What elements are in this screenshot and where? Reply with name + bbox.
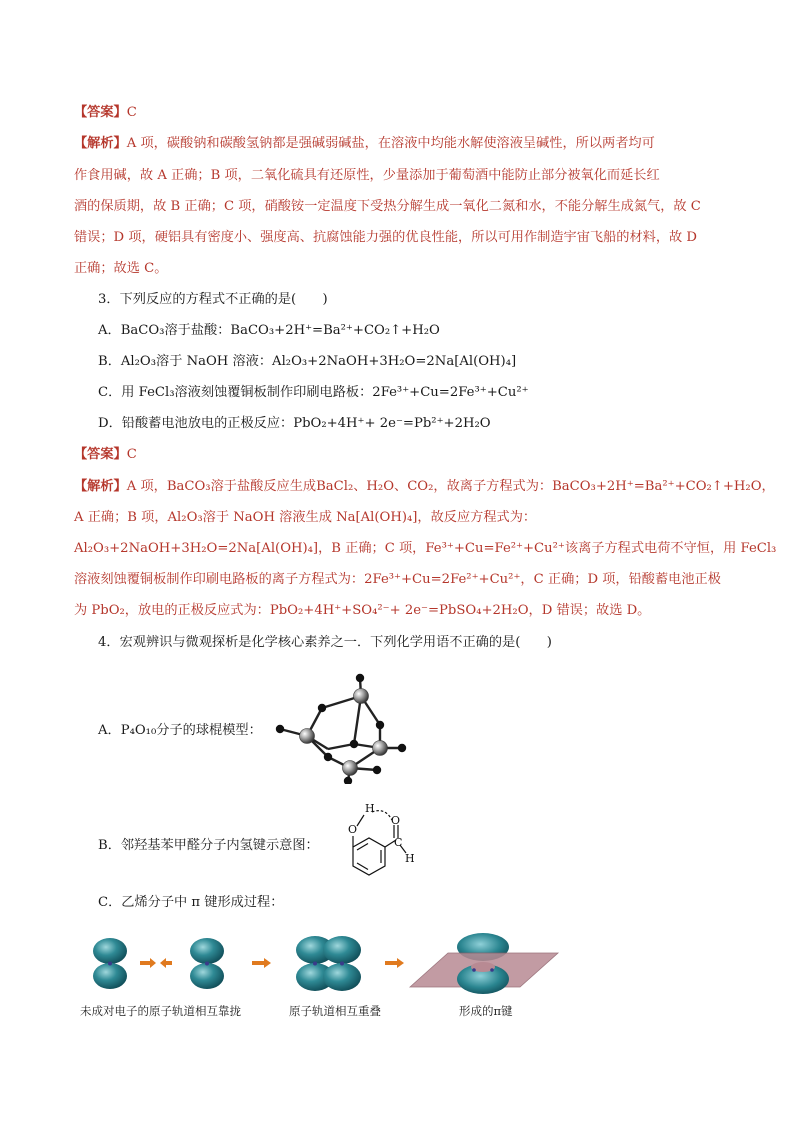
q3-analysis-text-1: A 项，BaCO₃溶于盐酸反应生成BaCl₂、H₂O、CO₂，故离子方程式为：BaCO₃+2H⁺=Ba²⁺+CO₂↑+H₂O， xyxy=(126,479,775,494)
q3-option-a-label: A． xyxy=(98,323,121,338)
mol-label-h1: H xyxy=(365,802,375,815)
q2-analysis-tag: 【解析】 xyxy=(74,136,127,151)
formed-pi-bond xyxy=(410,933,558,994)
q4-option-a: A．P₄O₁₀分子的球棍模型： xyxy=(98,723,262,738)
q3-option-c-label: C． xyxy=(98,385,122,400)
q3-answer-tag: 【答案】 xyxy=(74,447,127,462)
mol-label-o2: O xyxy=(391,814,401,827)
approach-arrows xyxy=(140,958,172,968)
caption-pi-bond: 形成的π键 xyxy=(459,1004,513,1018)
q2-analysis-line-1 xyxy=(74,134,655,154)
overlapping-orbitals xyxy=(296,936,361,991)
q3-option-d-text: 铅酸蓄电池放电的正极反应：PbO₂+4H⁺+ 2e⁻=Pb²⁺+2H₂O xyxy=(121,416,491,431)
q3-option-c xyxy=(98,383,529,403)
q3-analysis-line-2: A 正确；B 项，Al₂O₃溶于 NaOH 溶液生成 Na[Al(OH)₄]，故反应方程式为： xyxy=(74,510,537,525)
mol-label-c: C xyxy=(394,836,403,849)
q2-answer-value: C xyxy=(126,105,137,120)
q3-analysis-line-5: 为 PbO₂，放电的正极反应式为：PbO₂+4H⁺+SO₄²⁻+ 2e⁻=PbSO₄+2H₂O，D 错误；故选 D。 xyxy=(74,603,651,618)
q3-option-b xyxy=(98,352,516,372)
q4-stem: 4．宏观辨识与微观探析是化学核心素养之一．下列化学用语不正确的是( ) xyxy=(98,635,552,650)
q3-answer-line xyxy=(74,445,137,465)
q3-answer-value: C xyxy=(126,447,137,462)
p-orbital-right xyxy=(190,938,224,989)
mol-label-o: O xyxy=(348,823,358,836)
q3-analysis-tag: 【解析】 xyxy=(74,479,127,494)
q2-answer-tag: 【答案】 xyxy=(74,105,127,120)
q3-option-a-text: BaCO₃溶于盐酸：BaCO₃+2H⁺=Ba²⁺+CO₂↑+H₂O xyxy=(120,323,440,338)
q3-stem: 3．下列反应的方程式不正确的是( ) xyxy=(98,292,328,307)
q2-analysis-line-4: 错误；D 项，硬铝具有密度小、强度高、抗腐蚀能力强的优良性能，所以可用作制造宇宙飞船的材料，故 D xyxy=(74,230,697,245)
mol-label-h2: H xyxy=(405,852,415,865)
q4-option-c: C．乙烯分子中 π 键形成过程： xyxy=(98,895,284,910)
q3-option-a xyxy=(98,321,440,341)
pi-bond-formation-figure xyxy=(80,925,570,1005)
q2-analysis-line-2: 作食用碱，故 A 正确；B 项，二氧化硫具有还原性，少量添加于葡萄酒中能防止部分被氧化而延长红 xyxy=(74,168,660,183)
q3-option-d-label: D． xyxy=(98,416,122,431)
p4o10-ball-stick-model xyxy=(270,672,420,784)
arrow-right-icon xyxy=(252,958,271,968)
p-orbital-left xyxy=(93,938,127,989)
salicylaldehyde-hbond-diagram xyxy=(330,800,420,890)
q3-option-c-text: 用 FeCl₃溶液刻蚀覆铜板制作印刷电路板：2Fe³⁺+Cu=2Fe³⁺+Cu²⁺ xyxy=(121,385,529,400)
caption-orbitals-overlap: 原子轨道相互重叠 xyxy=(289,1004,381,1018)
q2-analysis-line-3: 酒的保质期，故 B 正确；C 项，硝酸铵一定温度下受热分解生成一氧化二氮和水，不能分解生成氮气，故 C xyxy=(74,199,701,214)
q2-analysis-text-1: A 项，碳酸钠和碳酸氢钠都是强碱弱碱盐，在溶液中均能水解使溶液呈碱性，所以两者均可 xyxy=(126,136,655,151)
q3-option-b-label: B． xyxy=(98,354,121,369)
caption-orbitals-approach: 未成对电子的原子轨道相互靠拢 xyxy=(80,1004,241,1018)
q3-analysis-line-1 xyxy=(74,477,775,497)
q3-option-d xyxy=(98,414,491,434)
q3-option-b-text: Al₂O₃溶于 NaOH 溶液：Al₂O₃+2NaOH+3H₂O=2Na[Al(OH)₄] xyxy=(120,354,517,369)
q2-answer-line xyxy=(74,103,137,123)
q3-analysis-line-4: 溶液刻蚀覆铜板制作印刷电路板的离子方程式为：2Fe³⁺+Cu=2Fe²⁺+Cu²⁺，C 正确；D 项，铅酸蓄电池正极 xyxy=(74,572,721,587)
q3-analysis-line-3: Al₂O₃+2NaOH+3H₂O=2Na[Al(OH)₄]，B 正确；C 项，Fe³⁺+Cu=Fe²⁺+Cu²⁺该离子方程式电荷不守恒，用 FeCl₃ xyxy=(74,541,777,556)
q4-option-b: B．邻羟基苯甲醛分子内氢键示意图： xyxy=(98,838,319,853)
q2-analysis-line-5: 正确；故选 C。 xyxy=(74,261,168,276)
arrow-right-icon xyxy=(385,958,404,968)
